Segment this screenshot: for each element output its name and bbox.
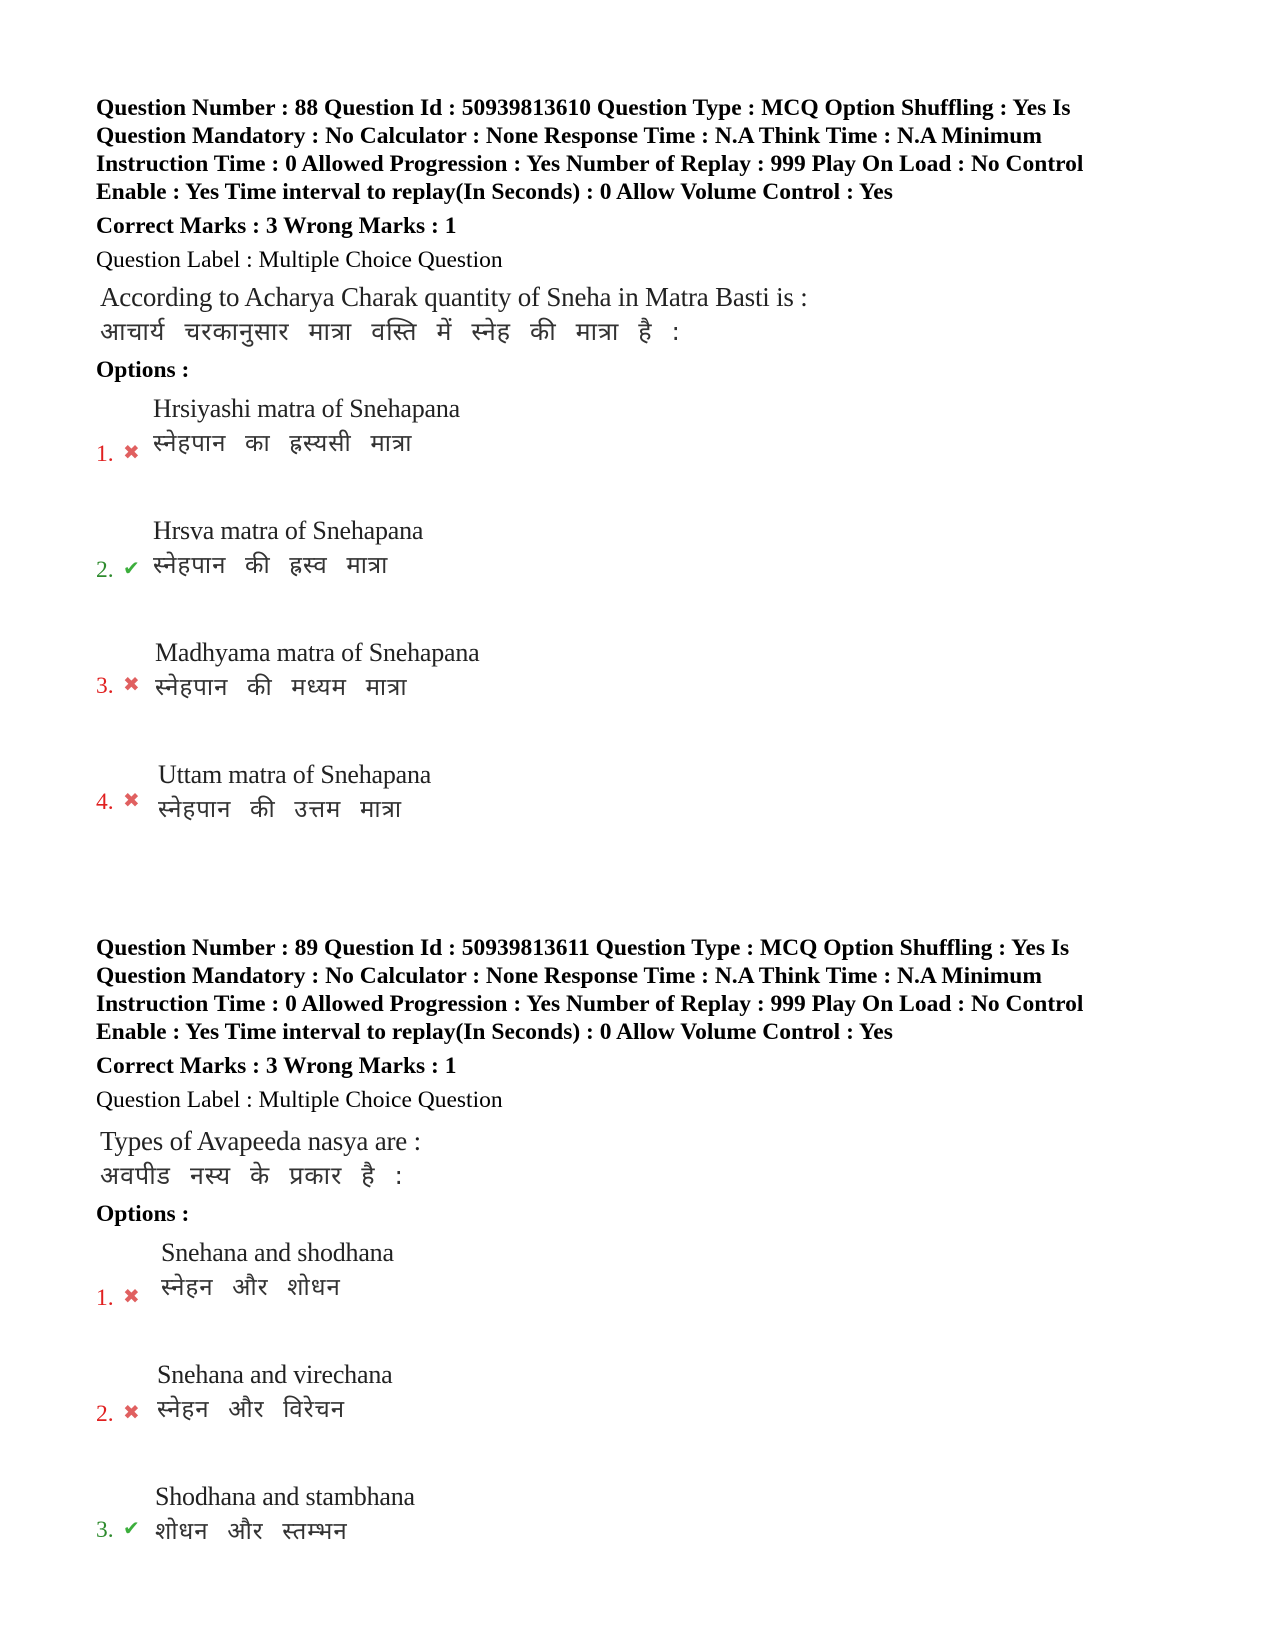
option-text xyxy=(157,1358,392,1426)
question-block-89 xyxy=(96,934,1196,1570)
meta-line: Enable : Yes Time interval to replay(In Seconds) : 0 Allow Volume Control : Yes xyxy=(96,179,893,205)
option-number: 3. xyxy=(96,1517,114,1543)
option-4 xyxy=(96,758,1196,868)
options-list xyxy=(96,392,1196,868)
options-label: Options : xyxy=(96,1201,190,1227)
meta-line: Enable : Yes Time interval to replay(In Seconds) : 0 Allow Volume Control : Yes xyxy=(96,1019,893,1045)
option-text xyxy=(161,1236,394,1304)
question-block-88 xyxy=(96,94,1196,868)
check-icon: ✔ xyxy=(123,556,140,580)
options-label: Options : xyxy=(96,357,190,383)
question-meta xyxy=(96,94,1196,206)
option-2 xyxy=(96,1358,1196,1480)
option-text-hi: स्नेहन और विरेचन xyxy=(157,1395,346,1423)
question-text-en: Types of Avapeeda nasya are : xyxy=(100,1126,421,1156)
option-text-en: Hrsva matra of Snehapana xyxy=(153,516,424,545)
meta-line: Question Mandatory : No Calculator : None Response Time : N.A Think Time : N.A Minimum xyxy=(96,963,1042,989)
marks-line: Correct Marks : 3 Wrong Marks : 1 xyxy=(96,213,457,239)
cross-icon: ✖ xyxy=(123,1284,140,1308)
option-number: 3. xyxy=(96,673,114,699)
option-text xyxy=(158,758,431,826)
marks-line: Correct Marks : 3 Wrong Marks : 1 xyxy=(96,1053,457,1079)
question-text-hi: आचार्य चरकानुसार मात्रा वस्ति में स्नेह की मात्रा है : xyxy=(100,317,681,346)
option-text-hi: स्नेहपान का ह्रस्यसी मात्रा xyxy=(153,429,413,457)
question-text-en: According to Acharya Charak quantity of Sneha in Matra Basti is : xyxy=(100,282,808,312)
options-list xyxy=(96,1236,1196,1570)
cross-icon: ✖ xyxy=(123,788,140,812)
cross-icon: ✖ xyxy=(123,672,140,696)
option-3 xyxy=(96,1480,1196,1570)
option-text-en: Uttam matra of Snehapana xyxy=(158,760,432,789)
cross-icon: ✖ xyxy=(123,440,140,464)
option-text-en: Madhyama matra of Snehapana xyxy=(155,638,480,667)
option-number: 2. xyxy=(96,557,114,583)
option-number: 2. xyxy=(96,1401,114,1427)
option-2 xyxy=(96,514,1196,636)
meta-line: Instruction Time : 0 Allowed Progression : Yes Number of Replay : 999 Play On Load : No Control xyxy=(96,151,1084,177)
meta-line: Question Mandatory : No Calculator : None Response Time : N.A Think Time : N.A Minimum xyxy=(96,123,1042,149)
option-text-en: Snehana and shodhana xyxy=(161,1238,394,1267)
option-text-en: Hrsiyashi matra of Snehapana xyxy=(153,394,461,423)
option-text xyxy=(155,636,480,704)
option-text xyxy=(155,1480,415,1548)
option-text-hi: स्नेहपान की ह्रस्व मात्रा xyxy=(153,551,389,579)
option-text-hi: स्नेहन और शोधन xyxy=(161,1273,341,1301)
question-text-hi: अवपीड नस्य के प्रकार है : xyxy=(100,1161,404,1190)
question-label: Question Label : Multiple Choice Question xyxy=(96,247,503,273)
option-1 xyxy=(96,392,1196,514)
option-text xyxy=(153,392,460,460)
option-text-hi: स्नेहपान की उत्तम मात्रा xyxy=(158,795,403,823)
option-number: 1. xyxy=(96,441,114,467)
option-number: 1. xyxy=(96,1285,114,1311)
meta-line: Instruction Time : 0 Allowed Progression : Yes Number of Replay : 999 Play On Load : No Control xyxy=(96,991,1084,1017)
option-3 xyxy=(96,636,1196,758)
check-icon: ✔ xyxy=(123,1516,140,1540)
cross-icon: ✖ xyxy=(123,1400,140,1424)
option-text xyxy=(153,514,423,582)
option-text-en: Shodhana and stambhana xyxy=(155,1482,415,1511)
question-label: Question Label : Multiple Choice Question xyxy=(96,1087,503,1113)
option-1 xyxy=(96,1236,1196,1358)
option-text-en: Snehana and virechana xyxy=(157,1360,393,1389)
option-text-hi: स्नेहपान की मध्यम मात्रा xyxy=(155,673,408,701)
option-number: 4. xyxy=(96,789,114,815)
option-text-hi: शोधन और स्तम्भन xyxy=(155,1517,348,1545)
question-text xyxy=(100,280,1196,350)
meta-line: Question Number : 88 Question Id : 50939813610 Question Type : MCQ Option Shuffling : Yes Is xyxy=(96,95,1071,121)
question-text xyxy=(100,1124,1196,1194)
question-meta xyxy=(96,934,1196,1046)
meta-line: Question Number : 89 Question Id : 50939813611 Question Type : MCQ Option Shuffling : Yes Is xyxy=(96,935,1070,961)
